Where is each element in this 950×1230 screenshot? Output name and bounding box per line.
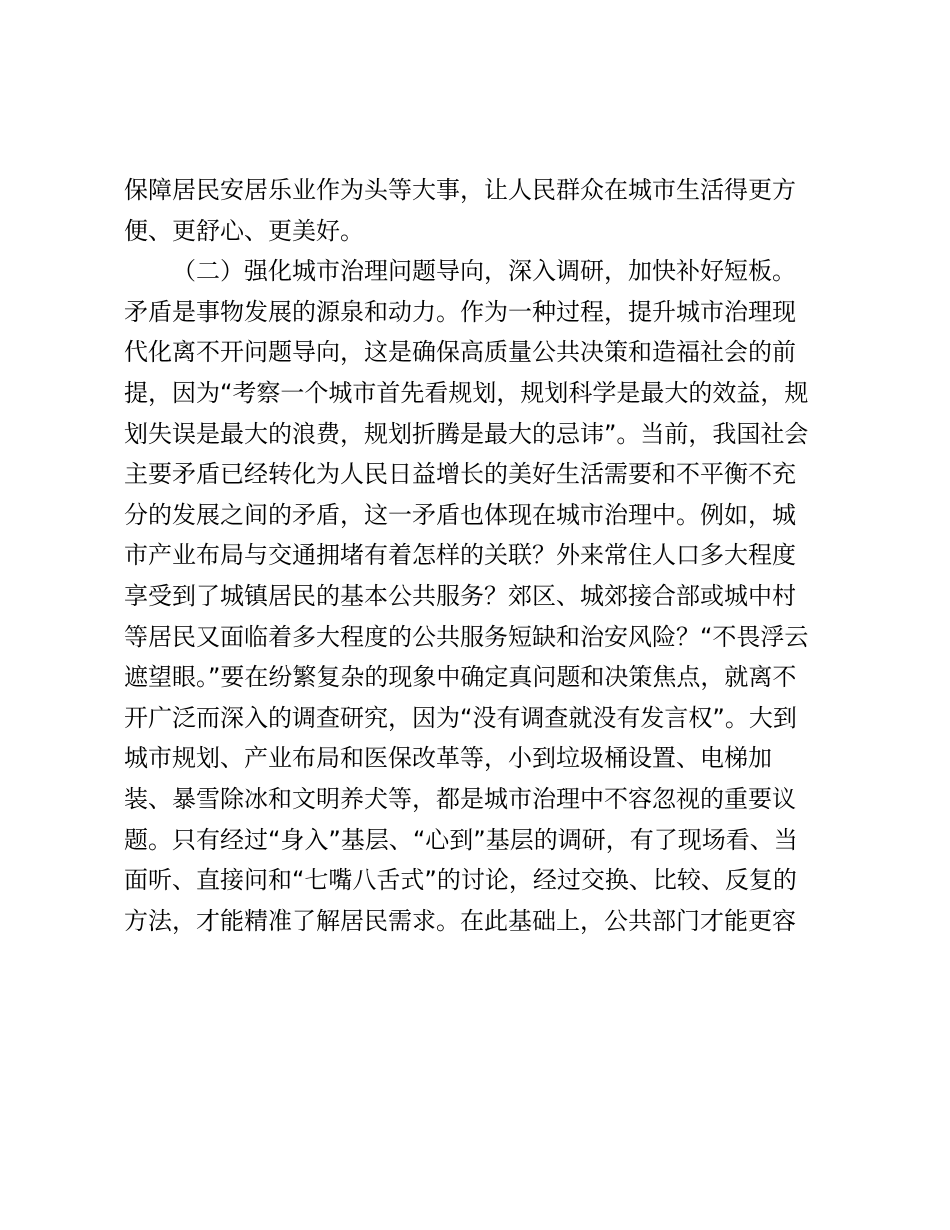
body-text xyxy=(124,170,844,941)
text-line: 矛盾是事物发展的源泉和动力。作为一种过程，提升城市治理现 xyxy=(124,297,796,326)
text-line: 便、更舒心、更美好。 xyxy=(124,216,364,245)
text-line: 开广泛而深入的调查研究，因为“没有调查就没有发言权”。大到 xyxy=(124,703,797,732)
text-line: 题。只有经过“身入”基层、“心到”基层的调研，有了现场看、当 xyxy=(124,825,798,854)
text-line: 装、暴雪除冰和文明养犬等，都是城市治理中不容忽视的重要议 xyxy=(124,784,796,813)
text-line: 等居民又面临着多大程度的公共服务短缺和治安风险？“不畏浮云 xyxy=(124,622,809,651)
text-line: 代化离不开问题导向，这是确保高质量公共决策和造福社会的前 xyxy=(124,338,796,367)
text-line: 方法，才能精准了解居民需求。在此基础上，公共部门才能更容 xyxy=(124,906,796,935)
text-line: 保障居民安居乐业作为头等大事，让人民群众在城市生活得更方 xyxy=(124,176,796,204)
text-line: 分的发展之间的矛盾，这一矛盾也体现在城市治理中。例如，城 xyxy=(124,500,796,529)
text-line: 面听、直接问和“七嘴八舌式”的讨论，经过交换、比较、反复的 xyxy=(124,866,797,895)
text-line: 市产业布局与交通拥堵有着怎样的关联？外来常住人口多大程度 xyxy=(124,541,796,570)
text-line: 提，因为“考察一个城市首先看规划，规划科学是最大的效益，规 xyxy=(124,378,809,407)
text-line: 遮望眼。”要在纷繁复杂的现象中确定真问题和决策焦点，就离不 xyxy=(124,663,797,692)
section-heading-line: （二）强化城市治理问题导向，深入调研，加快补好短板。 xyxy=(172,257,796,286)
text-line: 享受到了城镇居民的基本公共服务？郊区、城郊接合部或城中村 xyxy=(124,581,796,610)
text-line: 划失误是最大的浪费，规划折腾是最大的忌讳”。当前，我国社会 xyxy=(124,419,809,448)
text-line: 城市规划、产业布局和医保改革等，小到垃圾桶设置、电梯加 xyxy=(124,744,772,773)
text-line: 主要矛盾已经转化为人民日益增长的美好生活需要和不平衡不充 xyxy=(124,460,796,489)
